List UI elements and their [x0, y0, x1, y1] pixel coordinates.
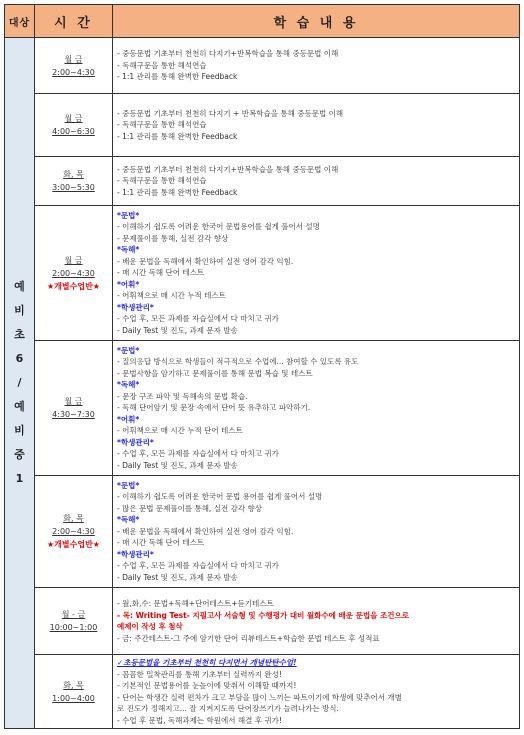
- content-cell: [113, 655, 520, 729]
- header-target: 대상: [5, 5, 35, 38]
- target-label-char: /: [17, 376, 22, 389]
- content-cell: [113, 341, 520, 476]
- content-line: - Daily Test 및 진도, 과제 문자 발송: [117, 325, 238, 335]
- content-line: - 목: Writing Test- 지필고사 서술형 및 수행평가 대비 월화수에 배운 문법을 조건으로: [117, 610, 409, 620]
- time-cell: [35, 341, 113, 476]
- content-cell: [113, 206, 520, 341]
- schedule-row: [5, 38, 520, 94]
- time-cell: [35, 38, 113, 94]
- content-line: - 기본적인 문법용어를 눈높이에 맞춰서 이해할 때까지!: [117, 681, 297, 690]
- content-line: - 금: 주간테스트-그 주에 암기한 단어 리뷰테스트+학습한 문법 테스트 후 성적표: [117, 633, 380, 643]
- content-line: - 매 시간 독해 단어 테스트: [117, 538, 205, 548]
- individual-class-badge: ★개별수업반★: [47, 540, 100, 549]
- content-line: - 독해구문을 통한 해석연습: [117, 120, 207, 130]
- content-line: - 질의응답 방식으로 학생들이 적극적으로 수업에... 참여할 수 있도록 유도: [117, 357, 359, 367]
- schedule-row: [5, 157, 520, 206]
- content-line: - Daily Test 및 진도, 과제 문자 발송: [117, 572, 238, 582]
- content-line: - 1:1 관리를 통해 완벽한 Feedback: [117, 131, 238, 141]
- content-cell: [113, 94, 520, 157]
- class-days: 화, 목: [63, 170, 84, 179]
- time-cell: [35, 476, 113, 588]
- content-line: - 독해구문을 통한 해석연습: [117, 60, 207, 70]
- section-heading: *문법*: [117, 210, 140, 220]
- time-cell: [35, 588, 113, 655]
- target-label-char: 중: [14, 448, 25, 461]
- class-time: 3:00~5:30: [52, 183, 95, 192]
- schedule-row: [5, 341, 520, 476]
- header-content: 학 습 내 용: [113, 5, 520, 38]
- content-line: - Daily Test 및 진도, 과제 문자 발송: [117, 460, 238, 470]
- time-cell: [35, 94, 113, 157]
- class-time: 2:00~4:30: [52, 67, 95, 77]
- content-line: - 꼼꼼한 밀착관리를 통해 기초부터 실력까지 완성!: [117, 669, 282, 679]
- target-label-char: 1: [15, 472, 24, 485]
- content-line: - 단어는 학생간 실력 편차가 크고 부담을 많이 느끼는 파트이기에 학생에 맞추어서 개별: [117, 692, 402, 702]
- content-line: 예제이 작성 후 첨삭: [117, 622, 183, 631]
- content-cell: [113, 476, 520, 588]
- class-time: 4:00~6:30: [52, 127, 95, 136]
- content-line: - 독해 단어암기 및 문장 속에서 단어 뜻 유추하고 파악하기.: [117, 403, 311, 413]
- class-days: 월 - 금: [61, 610, 86, 619]
- time-cell: [35, 655, 113, 729]
- class-time: 4:30~7:30: [52, 410, 95, 419]
- content-line: - 문제풀이를 통해, 실전 감각 향상: [117, 233, 229, 243]
- content-line: - 월,화,수: 문법+독해+단어테스트+듣기테스트: [117, 599, 274, 608]
- content-line: - 배운 문법을 독해에서 확인하여 실전 영어 감각 익힘.: [117, 526, 294, 536]
- section-heading: *독해*: [117, 515, 140, 525]
- content-cell: [113, 588, 520, 655]
- content-line: - 1:1 관리를 통해 완벽한 Feedback: [117, 72, 238, 82]
- content-line: - 수업 후, 모든 과제를 자습실에서 다 마치고 귀가: [117, 561, 279, 571]
- content-line: ✓초등문법을 기초부터 천천히 다지면서 개념탄탄수업!: [117, 658, 297, 667]
- content-line: - 수업 후, 모든 과제를 자습실에서 다 마치고 귀가: [117, 314, 279, 324]
- content-line: - 1:1 관리를 통해 완벽한 Feedback: [117, 187, 238, 197]
- schedule-row: [5, 476, 520, 588]
- schedule-table: [4, 4, 520, 729]
- class-time: 1:00~4:00: [52, 693, 95, 703]
- content-line: - 어휘책으로 매 시간 누적 단어 테스트: [117, 426, 243, 436]
- class-days: 월 금: [64, 397, 83, 406]
- content-line: - 문법사항을 암기하고 문제풀이를 통해 문법 복습 및 테스트: [117, 368, 313, 378]
- class-time: 2:00~4:30: [52, 268, 95, 278]
- content-line: - 매 시간 독해 단어 테스트: [117, 268, 205, 278]
- content-line: - 중등문법 기초부터 천천히 다지기 + 반복학습을 통해 중등문법 이해: [117, 108, 344, 118]
- section-heading: *독해*: [117, 380, 140, 390]
- content-line: - 문장 구조 파악 및 독해속의 문법 확습.: [117, 391, 248, 401]
- content-line: - 이해하기 쉽도록 어려운 한국어 문법용어를 쉽게 풀어서 설명: [117, 222, 320, 232]
- class-time: 2:00~4:30: [52, 527, 95, 536]
- content-cell: [113, 38, 520, 94]
- section-heading: *학생관리*: [117, 302, 154, 312]
- class-days: 월 금: [64, 54, 83, 64]
- schedule-row: [5, 588, 520, 655]
- time-cell: [35, 206, 113, 341]
- content-line: 로 진도가 정해지고... 잘 지켜지도록 단어장쓰기가 늘려나가는 방식.: [117, 704, 339, 713]
- target-label-char: 초: [14, 328, 25, 341]
- schedule-row: [5, 94, 520, 157]
- content-line: - 어휘책으로 매 시간 누적 테스트: [117, 291, 226, 301]
- class-days: 월 금: [64, 255, 83, 265]
- section-heading: *어휘*: [117, 414, 140, 424]
- section-heading: *독해*: [117, 245, 140, 255]
- content-line: - 수업 후, 모든 과제를 자습실에서 다 마치고 귀가: [117, 449, 279, 459]
- class-days: 월 금: [64, 114, 83, 123]
- target-label-char: 예: [14, 280, 25, 293]
- section-heading: *어휘*: [117, 279, 140, 289]
- section-heading: *학생관리*: [117, 437, 154, 447]
- header-time: 시 간: [35, 5, 113, 38]
- class-time: 10:00~1:00: [49, 623, 98, 632]
- target-label-char: 예: [14, 400, 25, 413]
- class-days: 화, 목: [63, 680, 84, 690]
- target-label-char: 비: [14, 304, 25, 317]
- target-label-char: 비: [14, 424, 25, 437]
- content-line: - 중등문법 기초부터 천천히 다지기+반복학습을 통해 중등문법 이해: [117, 49, 339, 59]
- content-line: - 많은 문법 문제풀이를 통해, 실전 감각 향상: [117, 503, 262, 513]
- class-days: 화, 목: [63, 514, 84, 523]
- time-cell: [35, 157, 113, 206]
- content-line: - 배운 문법을 독해에서 확인하여 실전 영어 감각 익힘.: [117, 256, 294, 266]
- content-line: - 이해하기 쉽도록 어려운 한국어 문법 용어를 쉽게 풀어서 설명: [117, 492, 323, 502]
- target-label-char: 6: [15, 352, 24, 365]
- section-heading: *학생관리*: [117, 549, 154, 559]
- content-line: - 독해구문을 통한 해석연습: [117, 176, 207, 186]
- schedule-row: [5, 206, 520, 341]
- section-heading: *문법*: [117, 480, 140, 490]
- content-line: - 중등문법 기초부터 천천히 다지기+반복학습을 통해 중등문법 이해: [117, 164, 339, 174]
- individual-class-badge: ★개별수업반★: [47, 281, 100, 291]
- content-cell: [113, 157, 520, 206]
- section-heading: *문법*: [117, 345, 140, 355]
- header-row: [5, 5, 520, 38]
- content-line: - 수업 후 문법, 독해과제는 학원에서 해결 후 귀가!: [117, 715, 282, 725]
- schedule-row: [5, 655, 520, 729]
- target-cell: [5, 38, 35, 729]
